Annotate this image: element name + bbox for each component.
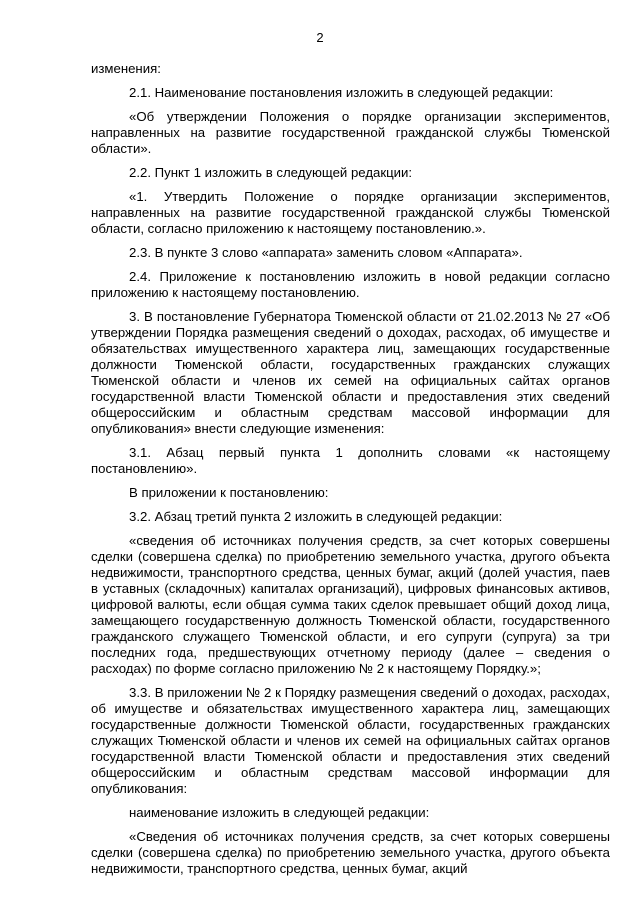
- page-number: 2: [316, 30, 324, 45]
- paragraph-2-4: 2.4. Приложение к постановлению изложить в новой редакции согласно приложению к настоящему постановлению.: [91, 269, 610, 300]
- paragraph-continuation: изменения:: [91, 61, 161, 76]
- paragraph-2-3: 2.3. В пункте 3 слово «аппарата» заменить словом «Аппарата».: [129, 245, 523, 260]
- paragraph-quote-new-title: «Сведения об источниках получения средств, за счет которых совершены сделки (совершена сделка) по приобретению земельного участка, другого объекта недвижимости, транспортного средства, ценных бумаг, акций: [91, 829, 610, 876]
- paragraph-3-3: 3.3. В приложении № 2 к Порядку размещения сведений о доходах, расходах, об имуществе и обязательствах имущественного характера лиц, замещающих государственные должности Тюменской области, государственных гражданских служащих Тюменской области и членов их семей на официальных сайтах органов государственной власти Тюменской области и предоставления этих сведений общероссийским и областным средствам массовой информации для опубликования:: [91, 685, 610, 796]
- document-body: [91, 61, 610, 885]
- paragraph-quote-point-1: «1. Утвердить Положение о порядке организации экспериментов, направленных на развитие государственной гражданской службы Тюменской области, согласно приложению к настоящему постановлению.».: [91, 189, 610, 236]
- paragraph-title-change: наименование изложить в следующей редакции:: [129, 805, 430, 820]
- paragraph-2-2: 2.2. Пункт 1 изложить в следующей редакции:: [129, 165, 413, 180]
- paragraph-quote-title: «Об утверждении Положения о порядке организации экспериментов, направленных на развитие государственной гражданской службы Тюменской области».: [91, 109, 610, 156]
- paragraph-2-1: 2.1. Наименование постановления изложить в следующей редакции:: [129, 85, 554, 100]
- paragraph-quote-sources: «сведения об источниках получения средств, за счет которых совершены сделки (совершена сделка) по приобретению земельного участка, другого объекта недвижимости, транспортного средства, ценных бумаг, акций (долей участия, паев в уставных (складочных) капиталах организаций), цифровых финансовых активов, цифровой валюты, если общая сумма таких сделок превышает общий доход лица, замещающего государственную должность Тюменской области, государственного гражданского служащего Тюменской области, и его супруги (супруга) за три последних года, предшествующих отчетному периоду (далее – сведения о расходах) по форме согласно приложению № 2 к настоящему Порядку.»;: [91, 533, 610, 676]
- paragraph-3: 3. В постановление Губернатора Тюменской области от 21.02.2013 № 27 «Об утверждении Порядка размещения сведений о доходах, расходах, об имуществе и обязательствах имущественного характера лиц, замещающих государственные должности Тюменской области, государственных гражданских служащих Тюменской области и членов их семей на официальных сайтах органов государственной власти Тюменской области и предоставления этих сведений общероссийским и областным средствам массовой информации для опубликования» внести следующие изменения:: [91, 309, 610, 436]
- paragraph-3-1: 3.1. Абзац первый пункта 1 дополнить словами «к настоящему постановлению».: [91, 445, 610, 476]
- paragraph-in-appendix: В приложении к постановлению:: [129, 485, 329, 500]
- paragraph-3-2: 3.2. Абзац третий пункта 2 изложить в следующей редакции:: [129, 509, 503, 524]
